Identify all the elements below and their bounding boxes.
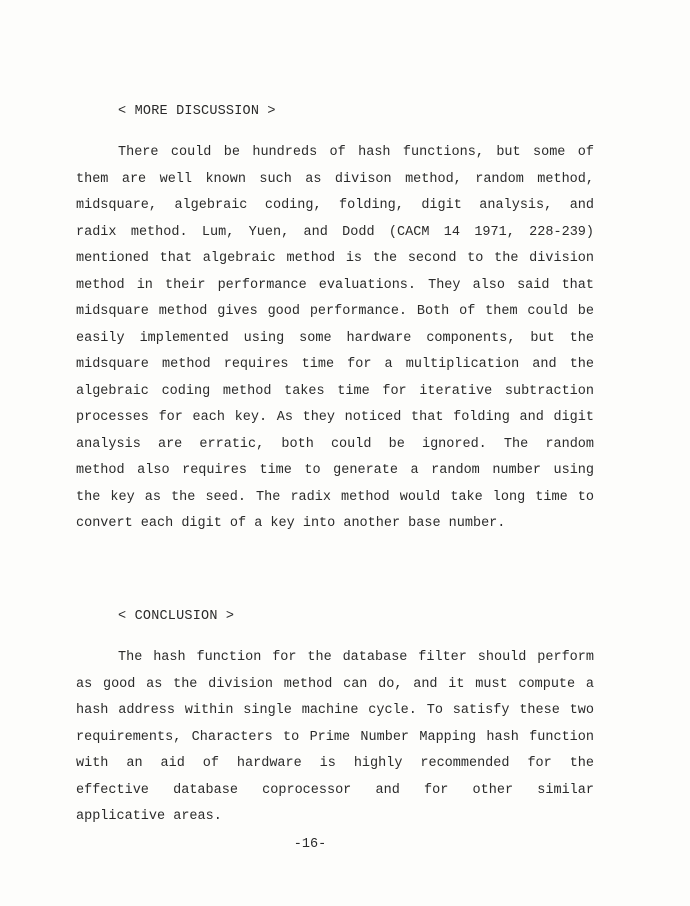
discussion-line: them are well known such as divison method, random method, [76, 171, 594, 187]
conclusion-line: with an aid of hardware is highly recommended for the [76, 756, 594, 771]
discussion-line: method also requires time to generate a random number using [76, 463, 594, 478]
discussion-line: There could be hundreds of hash functions, but some of [118, 145, 594, 160]
conclusion-line: effective database coprocessor and for other similar [76, 782, 594, 798]
discussion-line: mentioned that algebraic method is the second to the division [76, 251, 594, 266]
conclusion-line: The hash function for the database filter should perform [118, 650, 594, 665]
conclusion-line: as good as the division method can do, and it must compute a [76, 676, 594, 692]
discussion-line: radix method. Lum, Yuen, and Dodd (CACM 14 1971, 228-239) [76, 224, 594, 240]
discussion-line: analysis are erratic, both could be ignored. The random [76, 436, 594, 452]
discussion-line: the key as the seed. The radix method would take long time to [76, 489, 594, 505]
discussion-paragraph [76, 144, 594, 542]
discussion-line: processes for each key. As they noticed that folding and digit [76, 410, 594, 425]
section-heading-more-discussion: < MORE DISCUSSION > [118, 104, 276, 119]
page-number: -16- [293, 837, 327, 852]
conclusion-line: requirements, Characters to Prime Number Mapping hash function [76, 729, 594, 745]
discussion-line: convert each digit of a key into another base number. [76, 516, 506, 531]
discussion-line: algebraic coding method takes time for iterative subtraction [76, 383, 594, 399]
conclusion-line: applicative areas. [76, 809, 222, 824]
discussion-line: midsquare method requires time for a multiplication and the [76, 357, 594, 372]
discussion-line: midsquare method gives good performance. Both of them could be [76, 304, 594, 319]
conclusion-paragraph [76, 649, 594, 835]
discussion-line: easily implemented using some hardware components, but the [76, 330, 594, 346]
conclusion-line: hash address within single machine cycle. To satisfy these two [76, 703, 594, 718]
discussion-line: midsquare, algebraic coding, folding, digit analysis, and [76, 198, 594, 213]
section-heading-conclusion: < CONCLUSION > [118, 609, 235, 624]
discussion-line: method in their performance evaluations. They also said that [76, 277, 594, 293]
